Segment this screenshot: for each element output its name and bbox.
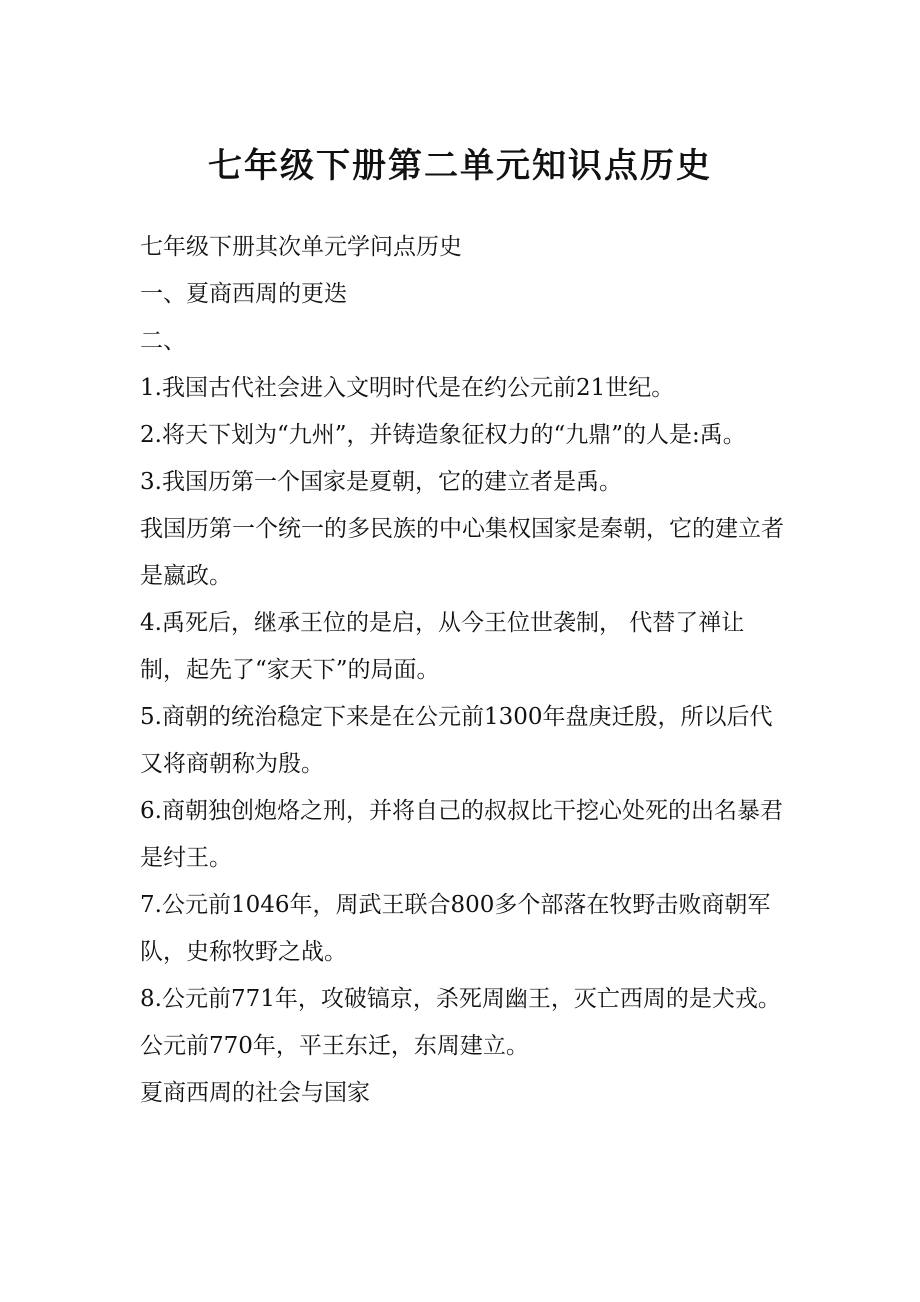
paragraph-section-heading: 夏商西周的社会与国家 bbox=[140, 1080, 370, 1106]
paragraph-item-3: 3.我国历第一个国家是夏朝，它的建立者是禹。 bbox=[140, 469, 622, 495]
paragraph-item-2: 2.将天下划为“九州”，并铸造象征权力的“九鼎”的人是:禹。 bbox=[140, 422, 746, 448]
paragraph-item-7: 7.公元前1046年，周武王联合800多个部落在牧野击败商朝军队，史称牧野之战。 bbox=[140, 892, 771, 965]
paragraph-section-one: 一、夏商西周的更迭 bbox=[140, 281, 347, 307]
paragraph-item-5: 5.商朝的统治稳定下来是在公元前1300年盘庚迁殷，所以后代又将商朝称为殷。 bbox=[140, 704, 773, 777]
paragraph-item-3-note: 我国历第一个统一的多民族的中心集权国家是秦朝，它的建立者是嬴政。 bbox=[140, 516, 784, 589]
paragraph-section-two: 二、 bbox=[140, 328, 186, 354]
paragraph-item-4: 4.禹死后，继承王位的是启，从今王位世袭制， 代替了禅让制，起先了“家天下”的局面。 bbox=[140, 610, 745, 683]
document-title: 七年级下册第二单元知识点历史 bbox=[208, 146, 712, 186]
document-body bbox=[140, 224, 790, 1117]
paragraph-item-8: 8.公元前771年，攻破镐京，杀死周幽王，灭亡西周的是犬戎。公元前770年，平王东迁，东周建立。 bbox=[140, 986, 781, 1059]
paragraph-item-6: 6.商朝独创炮烙之刑，并将自己的叔叔比干挖心处死的出名暴君是纣王。 bbox=[140, 798, 783, 871]
paragraph-subtitle: 七年级下册其次单元学问点历史 bbox=[140, 234, 462, 260]
paragraph-item-1: 1.我国古代社会进入文明时代是在约公元前21世纪。 bbox=[140, 375, 675, 401]
